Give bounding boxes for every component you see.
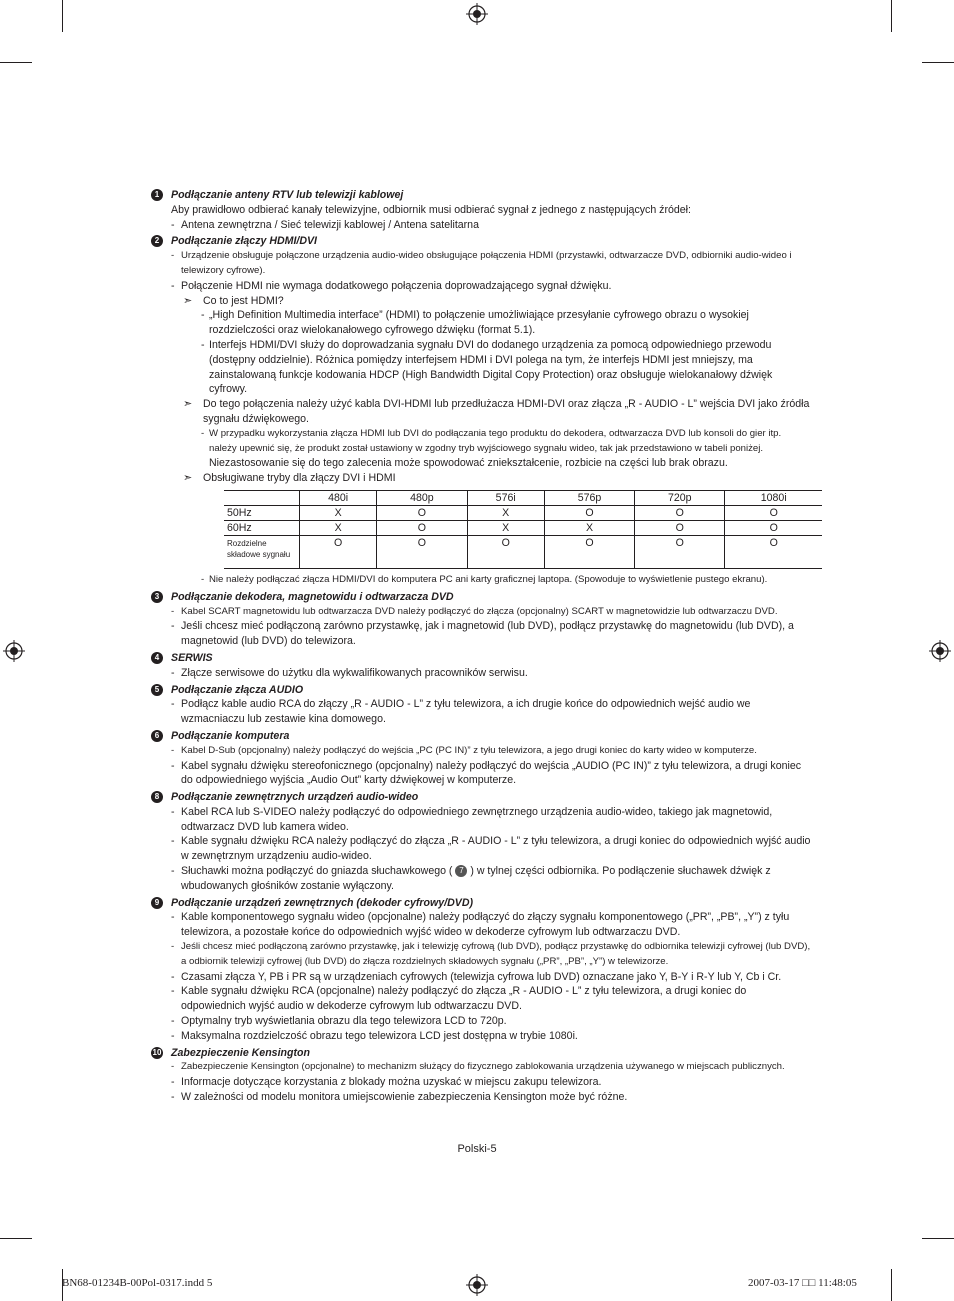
section-2 xyxy=(151,234,811,587)
mode-table-cell: O xyxy=(725,535,822,568)
mode-table-header-cell: 720p xyxy=(635,490,725,505)
mode-table-row-label: 60Hz xyxy=(224,520,300,535)
mode-table-cell: O xyxy=(725,505,822,520)
list-item: - Złącze serwisowe do użytku dla wykwalifikowanych pracowników serwisu. xyxy=(171,666,811,681)
date-slug: 2007-03-17 □□ 11:48:05 xyxy=(748,1277,857,1289)
section-heading: Podłączanie urządzeń zewnętrznych (dekoder cyfrowy/DVD) xyxy=(171,896,473,909)
mode-table-row xyxy=(224,535,822,568)
section-heading: Zabezpieczenie Kensington xyxy=(171,1046,310,1059)
note-item xyxy=(171,397,811,427)
list-item: - Optymalny tryb wyświetlania obrazu dla tego telewizora LCD to 720p. xyxy=(171,1014,811,1029)
crop-mark xyxy=(922,62,954,63)
section-5 xyxy=(151,683,811,727)
registration-mark-icon xyxy=(466,1274,488,1296)
mode-table-header-cell: 480p xyxy=(377,490,467,505)
file-slug: BN68-01234B-00Pol-0317.indd 5 xyxy=(62,1277,213,1289)
mode-table-cell: X xyxy=(300,505,377,520)
list-item: - Podłącz kable audio RCA do złączy „R - AUDIO - L” z tyłu telewizora, a ich drugie końce do odpowiednich wejść audio we wzmacniaczu lub zestawie kina domowego. xyxy=(171,697,811,727)
mode-table-row-label: 50Hz xyxy=(224,505,300,520)
list-item: - Antena zewnętrzna / Sieć telewizji kablowej / Antena satelitarna xyxy=(171,218,811,233)
mode-table-header-cell xyxy=(224,490,300,505)
list-item: - Maksymalna rozdzielczość obrazu tego telewizora LCD jest dostępna w trybie 1080i. xyxy=(171,1029,811,1044)
section-number-badge: 2 xyxy=(151,235,163,247)
registration-mark-icon xyxy=(929,640,951,662)
list-item: - Zabezpieczenie Kensington (opcjonalne) to mechanizm służący do fizycznego zablokowania urządzenia używanego w miejscach publicznych. xyxy=(171,1060,811,1075)
page-number: Polski-5 xyxy=(457,1143,497,1155)
note-item xyxy=(171,471,811,486)
section-4 xyxy=(151,651,811,681)
note-arrow-icon: ➣ xyxy=(183,294,193,307)
section-heading: Podłączanie złączy HDMI/DVI xyxy=(171,235,318,248)
mode-table-cell: O xyxy=(377,520,467,535)
mode-table-cell: O xyxy=(635,535,725,568)
section-heading: Podłączanie zewnętrznych urządzeń audio-wideo xyxy=(171,791,419,804)
section-number-badge: 8 xyxy=(151,791,163,803)
section-number-badge: 3 xyxy=(151,591,163,603)
note-item xyxy=(171,294,811,309)
crop-mark xyxy=(922,1238,954,1239)
list-item: - Kable sygnału dźwięku RCA (opcjonalne) należy podłączyć do złącza „R - AUDIO - L” z tyłu telewizora, a drugi koniec do odpowiednich wyjść audio w dekoderze cyfrowym lub odtwarzaczu DVD. xyxy=(171,984,811,1014)
section-8 xyxy=(151,790,811,894)
section-9 xyxy=(151,896,811,1044)
mode-table-cell: X xyxy=(544,520,634,535)
mode-table-cell: O xyxy=(544,505,634,520)
section-heading: Podłączanie dekodera, magnetowidu i odtwarzacza DVD xyxy=(171,590,454,603)
list-item: - Kabel D-Sub (opcjonalny) należy podłączyć do wejścia „PC (PC IN)” z tyłu telewizora, a jego drugi koniec do karty wideo w komputerze. xyxy=(171,744,811,759)
list-item: - Czasami złącza Y, PB i PR są w urządzeniach cyfrowych (telewizja cyfrowa lub DVD) oznaczane jako Y, B-Y i R-Y lub Y, Cb i Cr. xyxy=(171,970,811,985)
manual-content xyxy=(151,186,811,1105)
section-number-badge: 5 xyxy=(151,684,163,696)
mode-table-cell: O xyxy=(725,520,822,535)
note-text: Obsługiwane tryby dla złączy DVI i HDMI xyxy=(203,472,396,485)
section-heading: Podłączanie komputera xyxy=(171,729,290,742)
section-number-badge: 10 xyxy=(152,1047,162,1057)
headphone-jack-badge: 7 xyxy=(455,865,467,877)
mode-table-row-label: Rozdzielne składowe sygnału xyxy=(224,535,300,568)
sub-item: - W przypadku wykorzystania złącza HDMI lub DVI do podłączania tego produktu do dekodera, odtwarzacza DVD lub konsoli do gier itp. należy upewnić się, że produkt został ustawiony w zgodny tryb wyjściowego sygnału wideo, tak jak przedstawiono w tabeli poniżej. xyxy=(171,427,811,457)
note-arrow-icon: ➣ xyxy=(183,472,193,485)
section-number-badge: 6 xyxy=(151,730,163,742)
section-10 xyxy=(151,1046,811,1105)
list-item: - W zależności od modelu monitora umiejscowienie zabezpieczenia Kensington może być różne. xyxy=(171,1090,811,1105)
registration-mark-icon xyxy=(3,640,25,662)
mode-table-cell: X xyxy=(300,520,377,535)
crop-mark xyxy=(0,1238,32,1239)
mode-table-cell: O xyxy=(635,505,725,520)
mode-table-header-row xyxy=(224,490,822,505)
mode-table-header-cell: 576i xyxy=(467,490,544,505)
mode-table-cell: O xyxy=(635,520,725,535)
list-item: - Kable komponentowego sygnału wideo (opcjonalne) należy podłączyć do złączy sygnału komponentowego („PR”, „PB”, „Y”) z tyłu telewizora, a pozostałe końce do odpowiednich wyjść wideo w dekoderze cyfrowym lub odtwarzaczu DVD. xyxy=(171,910,811,940)
mode-table-cell: O xyxy=(377,535,467,568)
mode-table-row xyxy=(224,505,822,520)
list-item: - Kable sygnału dźwięku RCA należy podłączyć do złącza „R - AUDIO - L” z tyłu telewizora, a drugi koniec do odpowiednich wyjść audio w zewnętrznym urządzeniu audio-wideo. xyxy=(171,834,811,864)
list-item: - Połączenie HDMI nie wymaga dodatkowego połączenia doprowadzającego sygnał dźwięku. xyxy=(171,279,811,294)
section-6 xyxy=(151,729,811,788)
crop-mark xyxy=(62,0,63,32)
continuation-text: Niezastosowanie się do tego zalecenia może spowodować zniekształcenie, rozbicie na części lub brak obrazu. xyxy=(209,457,728,470)
list-item: - Jeśli chcesz mieć podłączoną zarówno przystawkę, jak i telewizję cyfrową (lub DVD), podłącz przystawkę do odbiornika telewizji cyfrowej (lub DVD), a odbiornik telewizji cyfrowej (lub DVD) do złącza rozdzielnych składowych sygnału („PR”, „PB”, „Y”) w telewizorze. xyxy=(171,940,811,970)
mode-table-header-cell: 1080i xyxy=(725,490,822,505)
mode-table-cell: O xyxy=(467,535,544,568)
sub-item: - Nie należy podłączać złącza HDMI/DVI do komputera PC ani karty graficznej laptopa. (Spowoduje to wyświetlenie pustego ekranu). xyxy=(171,573,811,588)
crop-mark xyxy=(891,1269,892,1301)
mode-table-header-cell: 576p xyxy=(544,490,634,505)
paragraph: Aby prawidłowo odbierać kanały telewizyjne, odbiornik musi odbierać sygnał z jednego z następujących źródeł: xyxy=(171,203,691,216)
mode-table-cell: O xyxy=(300,535,377,568)
mode-table-header-cell: 480i xyxy=(300,490,377,505)
mode-table-cell: X xyxy=(467,505,544,520)
list-item: - Kabel SCART magnetowidu lub odtwarzacza DVD należy podłączyć do złącza (opcjonalny) SCART w magnetowidzie lub odtwarzaczu DVD. xyxy=(171,605,811,620)
mode-table-row xyxy=(224,520,822,535)
section-heading: SERWIS xyxy=(171,651,213,664)
sub-item: - „High Definition Multimedia interface” (HDMI) to połączenie umożliwiające przesyłanie cyfrowego obrazu o wysokiej rozdzielczości oraz wielokanałowego cyfrowego dźwięku (format 5.1). xyxy=(171,308,811,338)
mode-table xyxy=(224,490,822,569)
section-heading: Podłączanie anteny RTV lub telewizji kablowej xyxy=(171,189,404,201)
note-arrow-icon: ➣ xyxy=(183,398,193,411)
section-1 xyxy=(151,188,811,232)
list-item: - Jeśli chcesz mieć podłączoną zarówno przystawkę, jak i magnetowid (lub DVD), podłącz przystawkę do magnetowidu (lub DVD), a magnetowid (lub DVD) do telewizora. xyxy=(171,619,811,649)
list-item: - Urządzenie obsługuje połączone urządzenia audio-wideo obsługujące połączenia HDMI (przystawki, odtwarzacze DVD, odbiorniki audio-wideo i telewizory cyfrowe). xyxy=(171,249,811,279)
sub-item: - Interfejs HDMI/DVI służy do doprowadzania sygnału DVI do dodanego urządzenia za pomocą odpowiedniego przewodu (dostępny oddzielnie). Różnica pomiędzy interfejsem HDMI i DVI polega na tym, że interfejs HDMI jest mniejszy, ma zainstalowaną funkcje kodowania HDCP (High Bandwidth Digital Copy Protection) oraz obsługuje wielokanałowy dźwięk cyfrowy. xyxy=(171,338,811,397)
section-heading: Podłączanie złącza AUDIO xyxy=(171,683,304,696)
list-item: - Informacje dotyczące korzystania z blokady można uzyskać w miejscu zakupu telewizora. xyxy=(171,1075,811,1090)
list-item: - Kabel sygnału dźwięku stereofonicznego (opcjonalny) należy podłączyć do wejścia „AUDIO (PC IN)” z tyłu telewizora, a drugi koniec do odpowiedniego wyjścia „Audio Out” karty dźwiękowej w komputerze. xyxy=(171,759,811,789)
crop-mark xyxy=(891,0,892,32)
list-item: - Słuchawki można podłączyć do gniazda słuchawkowego ( 7 ) w tylnej części odbiornika. Po podłączenie słuchawek dźwięk z wbudowanych głośników zostanie wyłączony. xyxy=(171,864,811,894)
section-3 xyxy=(151,590,811,649)
list-item: - Kabel RCA lub S-VIDEO należy podłączyć do odpowiedniego zewnętrznego urządzenia audio-wideo, takiego jak magnetowid, odtwarzacz DVD lub kamera wideo. xyxy=(171,805,811,835)
section-number-badge: 4 xyxy=(151,652,163,664)
section-number-badge: 9 xyxy=(151,897,163,909)
mode-table-cell: O xyxy=(377,505,467,520)
note-text: Do tego połączenia należy użyć kabla DVI-HDMI lub przedłużacza HDMI-DVI oraz złącza „R - AUDIO - L” wejścia DVI jako źródła sygnału dźwiękowego. xyxy=(203,398,810,425)
registration-mark-icon xyxy=(466,3,488,25)
note-text: Co to jest HDMI? xyxy=(203,294,284,307)
mode-table-cell: X xyxy=(467,520,544,535)
crop-mark xyxy=(0,62,32,63)
section-number-badge: 1 xyxy=(151,189,163,201)
mode-table-cell: O xyxy=(544,535,634,568)
